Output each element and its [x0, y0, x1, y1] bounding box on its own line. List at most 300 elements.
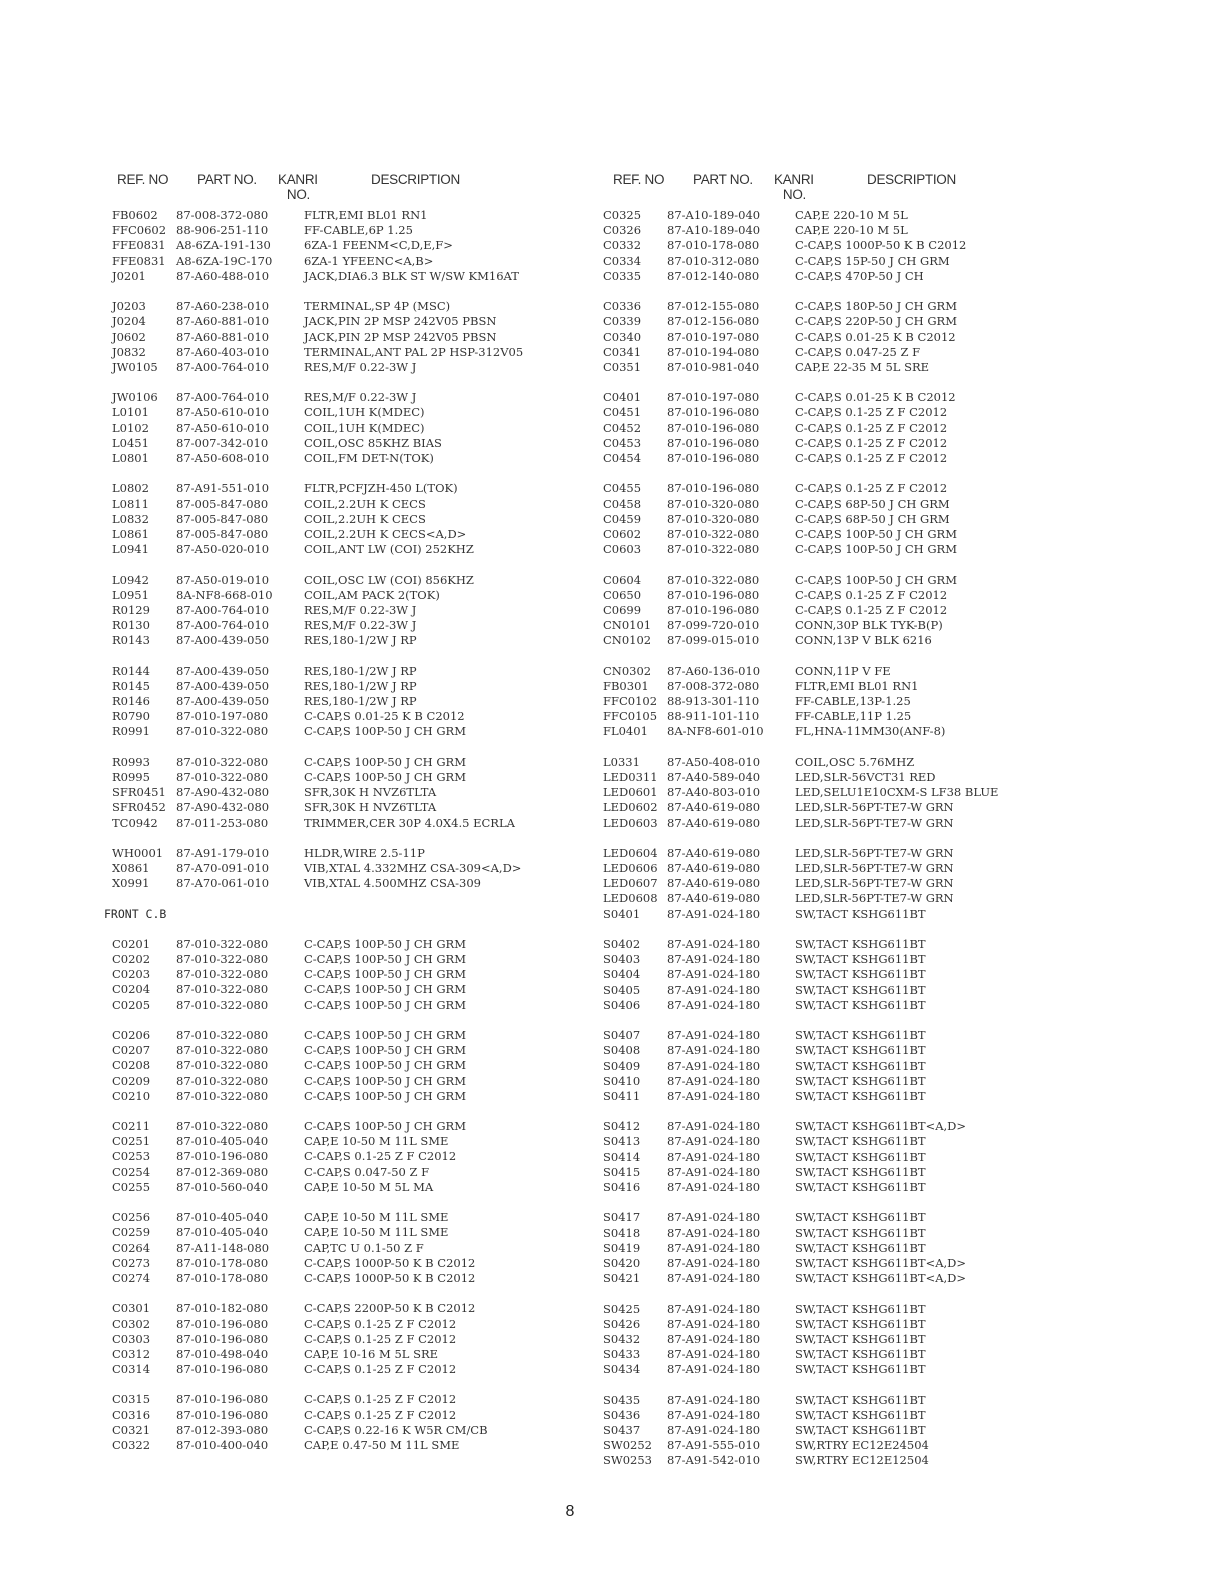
part-no-cell: 87-010-196-080 [176, 1149, 269, 1164]
ref-no-cell: S0412 [603, 1119, 641, 1134]
part-no-cell: 87-A50-408-010 [667, 754, 761, 769]
parts-group [104, 208, 624, 284]
description-cell: LED,SLR-56PT-TE7-W GRN [795, 845, 954, 860]
part-no-header: PART NO. [693, 172, 753, 187]
parts-row [600, 436, 1120, 451]
ref-no-cell: C0316 [112, 1407, 151, 1422]
ref-no-cell: SW0253 [603, 1453, 652, 1468]
description-cell: RES,M/F 0.22-3W J [304, 602, 417, 617]
part-no-cell: 87-A00-764-010 [176, 359, 270, 374]
ref-no-cell: R0146 [112, 694, 150, 708]
description-cell: JACK,DIA6.3 BLK ST W/SW KM16AT [304, 268, 519, 283]
part-no-cell: 87-010-178-080 [667, 238, 760, 253]
parts-row [600, 223, 1120, 238]
ref-no-cell: C0273 [112, 1255, 151, 1270]
part-no-cell: 87-A11-148-080 [176, 1240, 270, 1255]
part-no-cell: 87-010-322-080 [176, 952, 269, 966]
ref-no-cell: S0418 [603, 1225, 641, 1240]
parts-row [104, 770, 624, 785]
ref-no-cell: S0404 [603, 967, 641, 982]
part-no-cell: 87-A91-024-180 [667, 1149, 761, 1164]
part-no-cell: 87-010-196-080 [667, 451, 760, 465]
part-no-cell: 87-010-194-080 [667, 344, 760, 359]
part-no-cell: 87-010-322-080 [176, 724, 269, 739]
parts-row [104, 724, 624, 739]
parts-row [104, 1210, 624, 1225]
description-cell: SW,TACT KSHG611BT [795, 1088, 926, 1103]
ref-no-cell: X0991 [112, 876, 150, 891]
description-cell: FF-CABLE,6P 1.25 [304, 223, 413, 238]
parts-row [104, 876, 624, 891]
parts-row [104, 330, 624, 345]
ref-no-cell: CN0102 [603, 633, 652, 648]
parts-group [600, 937, 1120, 1013]
part-no-cell: 87-010-322-080 [176, 967, 269, 982]
description-cell: SW,TACT KSHG611BT [795, 1407, 926, 1422]
part-no-cell: 87-010-196-080 [667, 405, 760, 420]
ref-no-cell: S0432 [603, 1331, 641, 1346]
parts-group [104, 664, 624, 740]
ref-no-cell: LED0602 [603, 800, 658, 815]
left-parts-column [104, 170, 624, 1468]
description-cell: C-CAP,S 2200P-50 K B C2012 [304, 1301, 476, 1316]
description-cell: SW,TACT KSHG611BT [795, 1347, 926, 1362]
parts-row [600, 208, 1120, 223]
description-cell: FL,HNA-11MM30(ANF-8) [795, 724, 946, 739]
ref-no-cell: R0995 [112, 769, 150, 784]
parts-row [600, 481, 1120, 496]
parts-row [104, 451, 624, 466]
ref-no-cell: SW0252 [603, 1438, 652, 1453]
part-no-cell: 87-010-322-080 [176, 1027, 269, 1042]
parts-row [600, 1271, 1120, 1286]
description-cell: SW,TACT KSHG611BT [795, 1392, 926, 1407]
description-cell: C-CAP,S 1000P-50 K B C2012 [304, 1270, 476, 1285]
ref-no-cell: S0437 [603, 1423, 641, 1437]
description-cell: SW,TACT KSHG611BT [795, 1225, 926, 1240]
part-no-cell: 87-010-182-080 [176, 1301, 269, 1316]
parts-row [104, 633, 624, 648]
ref-no-cell: R0129 [112, 602, 150, 617]
parts-row [600, 876, 1120, 891]
description-cell: SW,TACT KSHG611BT [795, 1331, 926, 1346]
parts-row [104, 982, 624, 997]
parts-row [104, 1119, 624, 1134]
ref-no-cell: C0650 [603, 587, 642, 602]
description-cell: COIL,OSC 5.76MHZ [795, 754, 915, 769]
ref-no-cell: C0253 [112, 1149, 151, 1164]
description-cell: CAP,E 0.47-50 M 11L SME [304, 1438, 460, 1452]
parts-row [104, 1180, 624, 1195]
part-no-cell: 87-010-196-080 [176, 1362, 269, 1377]
parts-group [600, 1210, 1120, 1286]
parts-row [600, 1226, 1120, 1241]
ref-no-cell: C0256 [112, 1210, 151, 1225]
ref-no-cell: SFR0452 [112, 800, 166, 815]
parts-row [104, 542, 624, 557]
description-cell: C-CAP,S 0.1-25 Z F C2012 [304, 1407, 457, 1422]
description-cell: CAP,E 10-50 M 11L SME [304, 1225, 449, 1240]
part-no-cell: 87-A50-019-010 [176, 572, 270, 587]
part-no-cell: 87-010-322-080 [667, 526, 760, 541]
ref-no-cell: C0339 [603, 314, 642, 329]
parts-row [600, 1150, 1120, 1165]
part-no-cell: 87-A91-024-180 [667, 1210, 761, 1225]
parts-row [600, 1362, 1120, 1377]
ref-no-cell: FB0602 [112, 208, 158, 222]
ref-no-cell: J0602 [112, 329, 146, 344]
description-cell: C-CAP,S 100P-50 J CH GRM [795, 526, 957, 541]
parts-row [104, 1043, 624, 1058]
parts-row [600, 588, 1120, 603]
ref-no-cell: C0341 [603, 344, 642, 359]
parts-row [104, 497, 624, 512]
parts-row [600, 1256, 1120, 1271]
ref-no-cell: C0604 [603, 572, 642, 587]
ref-no-cell: C0335 [603, 268, 642, 283]
parts-row [600, 755, 1120, 770]
description-cell: RES,180-1/2W J RP [304, 633, 417, 648]
parts-row [104, 1241, 624, 1256]
part-no-cell: 87-010-405-040 [176, 1225, 269, 1240]
ref-no-cell: L0861 [112, 526, 149, 541]
part-no-cell: 87-A91-024-180 [667, 1362, 761, 1377]
part-no-cell: 87-A91-024-180 [667, 1134, 761, 1149]
part-no-cell: 87-A91-024-180 [667, 982, 761, 997]
parts-row [104, 603, 624, 618]
part-no-cell: 87-010-560-040 [176, 1179, 269, 1194]
description-cell: SW,TACT KSHG611BT [795, 1210, 926, 1225]
description-cell: C-CAP,S 100P-50 J CH GRM [304, 724, 466, 739]
parts-row [104, 679, 624, 694]
ref-no-cell: S0436 [603, 1407, 641, 1422]
description-cell: C-CAP,S 100P-50 J CH GRM [304, 936, 466, 951]
ref-no-cell: S0402 [603, 937, 641, 951]
parts-row [600, 390, 1120, 405]
ref-no-cell: R0991 [112, 724, 150, 739]
part-no-cell: 87-A91-024-180 [667, 952, 761, 967]
ref-no-cell: C0201 [112, 936, 151, 951]
parts-group [104, 937, 624, 1013]
ref-no-cell: C0303 [112, 1331, 151, 1346]
parts-group [600, 299, 1120, 375]
ref-no-cell: C0254 [112, 1164, 151, 1179]
description-cell: CONN,30P BLK TYK-B(P) [795, 618, 943, 633]
description-cell: SW,TACT KSHG611BT [795, 1240, 926, 1255]
part-no-cell: 87-A00-439-050 [176, 678, 270, 693]
parts-row [104, 512, 624, 527]
part-no-cell: 87-A40-619-080 [667, 800, 761, 815]
parts-row [104, 1074, 624, 1089]
ref-no-cell: C0255 [112, 1179, 151, 1194]
ref-no-cell: S0433 [603, 1347, 641, 1362]
parts-row [600, 360, 1120, 375]
part-no-cell: 87-010-981-040 [667, 359, 760, 374]
description-cell: HLDR,WIRE 2.5-11P [304, 845, 425, 860]
ref-no-cell: X0861 [112, 861, 150, 876]
parts-row [600, 345, 1120, 360]
page-number: 8 [565, 1503, 575, 1520]
description-cell: SW,TACT KSHG611BT [795, 982, 926, 997]
parts-row [600, 1119, 1120, 1134]
ref-no-cell: C0315 [112, 1392, 151, 1407]
description-cell: SW,TACT KSHG611BT [795, 1301, 926, 1316]
part-no-cell: 87-A60-403-010 [176, 344, 270, 359]
part-no-cell: 87-010-196-080 [176, 1331, 269, 1346]
part-no-cell: 87-A50-610-010 [176, 420, 270, 435]
parts-group [104, 1392, 624, 1453]
part-no-cell: 87-A91-024-180 [667, 1255, 761, 1270]
ref-no-cell: LED0608 [603, 891, 658, 906]
part-no-cell: 87-010-498-040 [176, 1346, 269, 1361]
ref-no-cell: C0340 [603, 329, 642, 344]
description-cell: C-CAP,S 0.1-25 Z F C2012 [304, 1149, 457, 1164]
ref-no-cell: FFC0602 [112, 223, 167, 238]
part-no-header: PART NO. [197, 172, 257, 187]
part-no-cell: 87-A40-619-080 [667, 891, 761, 906]
part-no-cell: 87-010-197-080 [667, 390, 760, 405]
parts-group [104, 1119, 624, 1195]
parts-row [104, 223, 624, 238]
ref-no-cell: R0993 [112, 754, 150, 769]
part-no-cell: 87-010-322-080 [176, 1043, 269, 1058]
part-no-cell: 87-A91-024-180 [667, 1347, 761, 1362]
part-no-cell: 87-010-178-080 [176, 1270, 269, 1285]
part-no-cell: 87-A90-432-080 [176, 785, 270, 800]
ref-no-cell: WH0001 [112, 845, 164, 860]
parts-row [104, 1028, 624, 1043]
ref-no-cell: C0301 [112, 1301, 151, 1316]
part-no-cell: 87-010-322-080 [176, 1073, 269, 1088]
part-no-cell: 87-010-405-040 [176, 1134, 269, 1149]
description-cell: SW,TACT KSHG611BT<A,D> [795, 1271, 967, 1286]
ref-no-cell: C0205 [112, 997, 151, 1012]
part-no-cell: 88-906-251-110 [176, 223, 269, 238]
parts-row [600, 694, 1120, 709]
parts-row [600, 1241, 1120, 1256]
parts-row [104, 1089, 624, 1104]
description-cell: FF-CABLE,11P 1.25 [795, 709, 912, 724]
ref-no-cell: C0312 [112, 1346, 151, 1361]
parts-row [600, 527, 1120, 542]
parts-row [600, 891, 1120, 906]
parts-row [600, 1028, 1120, 1043]
part-no-cell: 87-010-196-080 [667, 435, 760, 450]
description-cell: COIL,2.2UH K CECS [304, 496, 426, 511]
part-no-cell: 87-A40-619-080 [667, 876, 761, 891]
part-no-cell: 87-010-322-080 [176, 997, 269, 1012]
parts-row [600, 497, 1120, 512]
description-cell: 6ZA-1 YFEENC<A,B> [304, 253, 434, 268]
part-no-cell: 87-A91-024-180 [667, 1392, 761, 1407]
parts-group [600, 390, 1120, 466]
part-no-cell: 87-A60-488-010 [176, 268, 270, 283]
parts-row [600, 967, 1120, 982]
parts-row [104, 1392, 624, 1407]
ref-no-cell: C0699 [603, 602, 642, 617]
part-no-cell: 87-010-312-080 [667, 253, 760, 268]
ref-no-cell: L0941 [112, 542, 149, 557]
right-column-header [600, 170, 1120, 208]
description-cell: RES,180-1/2W J RP [304, 694, 417, 708]
ref-no-cell: S0406 [603, 997, 641, 1012]
description-cell: C-CAP,S 100P-50 J CH GRM [304, 967, 466, 982]
part-no-cell: 87-012-369-080 [176, 1164, 269, 1179]
ref-no-cell: L0811 [112, 496, 149, 511]
description-cell: C-CAP,S 0.01-25 K B C2012 [304, 709, 465, 724]
ref-no-cell: S0410 [603, 1073, 641, 1088]
ref-no-cell: S0425 [603, 1301, 641, 1316]
parts-row [104, 481, 624, 496]
description-cell: 6ZA-1 FEENM<C,D,E,F> [304, 238, 453, 253]
ref-no-cell: S0415 [603, 1164, 641, 1179]
parts-row [600, 846, 1120, 861]
ref-no-cell: S0416 [603, 1180, 641, 1194]
parts-row [104, 785, 624, 800]
parts-row [600, 937, 1120, 952]
parts-group [600, 481, 1120, 557]
description-cell: FLTR,EMI BL01 RN1 [304, 208, 428, 222]
description-cell: COIL,ANT LW (COI) 252KHZ [304, 542, 474, 557]
parts-group [104, 846, 624, 892]
description-cell: SW,TACT KSHG611BT<A,D> [795, 1119, 967, 1134]
description-cell: C-CAP,S 100P-50 J CH GRM [304, 769, 466, 784]
part-no-cell: 87-A00-439-050 [176, 663, 270, 678]
left-parts-list [104, 208, 624, 1453]
parts-row [104, 238, 624, 253]
description-cell: C-CAP,S 0.22-16 K W5R CM/CB [304, 1422, 488, 1437]
parts-row [104, 208, 624, 223]
part-no-cell: 87-012-393-080 [176, 1422, 269, 1437]
parts-group [104, 755, 624, 831]
part-no-cell: 87-A00-439-050 [176, 694, 270, 708]
parts-row [600, 1438, 1120, 1453]
ref-no-cell: S0435 [603, 1392, 641, 1407]
ref-no-cell: C0603 [603, 542, 642, 557]
ref-no-cell: C0322 [112, 1438, 151, 1452]
ref-no-cell: JW0106 [112, 390, 158, 405]
description-cell: COIL,FM DET-N(TOK) [304, 451, 434, 465]
description-cell: RES,180-1/2W J RP [304, 663, 417, 678]
ref-no-cell: C0211 [112, 1119, 151, 1134]
description-cell: SW,TACT KSHG611BT [795, 1028, 926, 1043]
ref-no-cell: C0321 [112, 1422, 151, 1437]
ref-no-cell: S0401 [603, 906, 641, 921]
ref-no-cell: R0143 [112, 633, 150, 648]
ref-no-cell: R0130 [112, 618, 150, 633]
ref-no-cell: C0207 [112, 1043, 151, 1058]
description-cell: C-CAP,S 100P-50 J CH GRM [304, 997, 466, 1012]
ref-no-cell: C0602 [603, 526, 642, 541]
description-cell: CAP,E 220-10 M 5L [795, 223, 908, 238]
parts-row [600, 1043, 1120, 1058]
description-cell: C-CAP,S 0.1-25 Z F C2012 [795, 451, 948, 465]
ref-no-cell: C0458 [603, 496, 642, 511]
ref-no-cell: S0411 [603, 1088, 641, 1103]
description-cell: C-CAP,S 0.1-25 Z F C2012 [795, 602, 948, 617]
parts-row [600, 800, 1120, 815]
parts-row [600, 330, 1120, 345]
part-no-cell: 87-010-322-080 [176, 1088, 269, 1103]
ref-no-cell: C0206 [112, 1027, 151, 1042]
parts-row [600, 633, 1120, 648]
ref-no-cell: S0426 [603, 1316, 641, 1331]
part-no-cell: 87-A91-024-180 [667, 1119, 761, 1134]
parts-group [104, 1210, 624, 1286]
description-cell: C-CAP,S 0.1-25 Z F C2012 [304, 1316, 457, 1331]
part-no-cell: 87-010-320-080 [667, 496, 760, 511]
ref-no-header: REF. NO [613, 172, 665, 187]
parts-row [600, 254, 1120, 269]
description-cell: CAP,E 22-35 M 5L SRE [795, 359, 929, 374]
description-cell: C-CAP,S 100P-50 J CH GRM [795, 572, 957, 587]
description-cell: C-CAP,S 68P-50 J CH GRM [795, 511, 950, 526]
description-cell: FLTR,EMI BL01 RN1 [795, 678, 919, 693]
ref-no-cell: C0454 [603, 451, 642, 465]
ref-no-cell: FFE0831 [112, 238, 166, 253]
parts-row [104, 816, 624, 831]
ref-no-cell: C0326 [603, 223, 642, 238]
parts-row [104, 1149, 624, 1164]
ref-no-cell: J0201 [112, 268, 146, 283]
part-no-cell: 87-A70-091-010 [176, 861, 270, 876]
part-no-cell: 87-008-372-080 [176, 208, 269, 222]
part-no-cell: 87-A10-189-040 [667, 223, 761, 238]
parts-row [600, 421, 1120, 436]
part-no-cell: 87-A91-024-180 [667, 1301, 761, 1316]
parts-row [104, 254, 624, 269]
description-cell: C-CAP,S 0.1-25 Z F C2012 [304, 1392, 457, 1407]
parts-row [104, 861, 624, 876]
part-no-cell: 87-A91-542-010 [667, 1453, 761, 1468]
part-no-cell: 87-010-322-080 [176, 754, 269, 769]
part-no-cell: 87-099-720-010 [667, 618, 760, 633]
ref-no-cell: LED0311 [603, 769, 658, 784]
parts-group [600, 573, 1120, 649]
part-no-cell: 87-099-015-010 [667, 633, 760, 648]
part-no-cell: 87-010-322-080 [176, 1058, 269, 1073]
description-cell: TRIMMER,CER 30P 4.0X4.5 ECRLA [304, 815, 515, 830]
description-cell: C-CAP,S 68P-50 J CH GRM [795, 496, 950, 511]
ref-no-cell: C0314 [112, 1362, 151, 1377]
description-cell: FLTR,PCFJZH-450 L(TOK) [304, 481, 458, 496]
parts-row [104, 1408, 624, 1423]
parts-row [600, 709, 1120, 724]
description-cell: TERMINAL,SP 4P (MSC) [304, 299, 451, 314]
description-cell: LED,SLR-56PT-TE7-W GRN [795, 861, 954, 876]
part-no-cell: 87-010-322-080 [667, 542, 760, 557]
ref-no-cell: R0790 [112, 709, 150, 724]
parts-row [104, 1332, 624, 1347]
description-cell: CAP,E 10-50 M 11L SME [304, 1134, 449, 1149]
part-no-cell: 87-A91-024-180 [667, 1088, 761, 1103]
ref-no-cell: S0414 [603, 1149, 641, 1164]
description-cell: COIL,AM PACK 2(TOK) [304, 587, 440, 602]
description-cell: C-CAP,S 0.1-25 Z F C2012 [795, 481, 948, 496]
part-no-cell: 87-A91-024-180 [667, 967, 761, 982]
part-no-cell: 87-A40-589-040 [667, 769, 761, 784]
part-no-cell: 87-012-156-080 [667, 314, 760, 329]
description-cell: SW,TACT KSHG611BT<A,D> [795, 1255, 967, 1270]
part-no-cell: 87-012-140-080 [667, 268, 760, 283]
part-no-cell: 87-010-322-080 [667, 572, 760, 587]
ref-no-cell: L0942 [112, 572, 149, 587]
description-cell: TERMINAL,ANT PAL 2P HSP-312V05 [304, 344, 524, 359]
parts-group [600, 208, 1120, 284]
description-cell: CAP,E 10-50 M 5L MA [304, 1179, 434, 1194]
part-no-cell: 8A-NF8-668-010 [176, 587, 273, 602]
parts-row [600, 679, 1120, 694]
